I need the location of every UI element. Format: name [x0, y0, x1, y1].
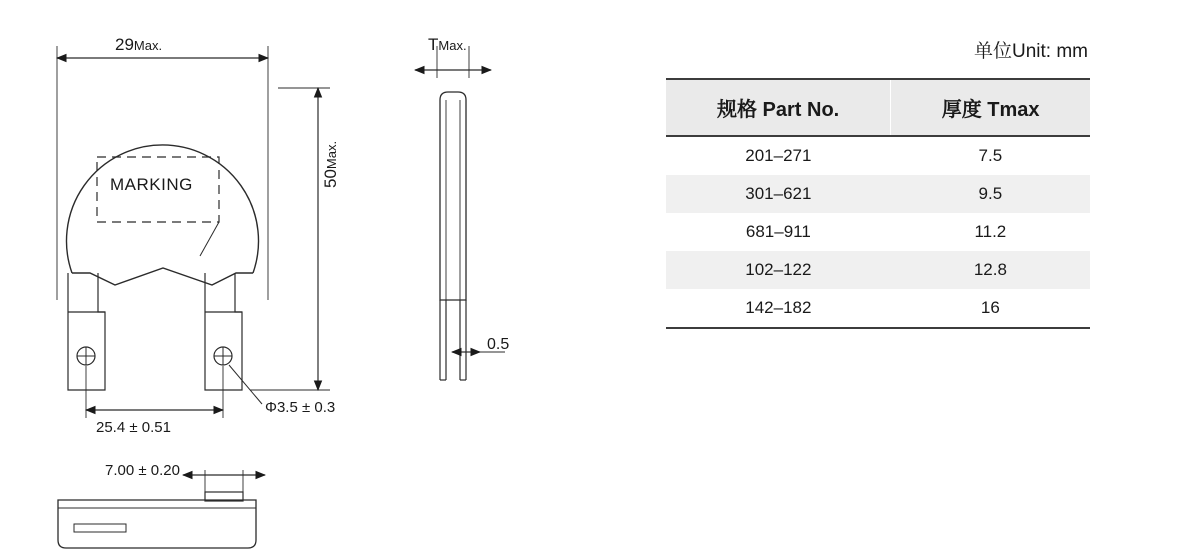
lead-spacing-dimension-label: 25.4 ± 0.51 — [96, 419, 171, 436]
cell-tmax: 12.8 — [891, 251, 1090, 289]
table-header-row — [666, 79, 1090, 136]
cell-tmax: 11.2 — [974, 222, 1007, 241]
table-row — [666, 175, 1090, 213]
cell-tmax: 7.5 — [978, 146, 1003, 165]
cell-part-no: 142–182 — [666, 289, 891, 328]
table-row — [666, 136, 1090, 175]
height-dimension-label: 50Max. — [321, 140, 340, 188]
front-view-group — [57, 46, 330, 418]
cell-part-no: 102–122 — [666, 251, 891, 289]
bottom-view-group — [58, 470, 265, 548]
lead-thickness-dimension-label: 0.5 — [487, 336, 510, 353]
unit-note: 单位Unit: mm — [973, 41, 1088, 62]
column-header-tmax: 厚度 Tmax — [891, 79, 1090, 136]
cell-part-no: 681–911 — [745, 222, 811, 241]
table-row — [666, 289, 1090, 328]
hole-diameter-dimension-label: Φ3.5 ± 0.3 — [265, 399, 336, 416]
column-header-part-no: 规格 Part No. — [666, 79, 891, 136]
marking-area-label: MARKING — [110, 175, 193, 194]
side-view-group — [415, 46, 505, 380]
cell-tmax: 9.5 — [891, 175, 1090, 213]
tab-width-dimension-label: 7.00 ± 0.20 — [105, 462, 180, 479]
width-dimension-label: 29Max. — [115, 35, 163, 54]
cell-tmax: 16 — [891, 289, 1090, 328]
thickness-dimension-label: TMax. — [428, 35, 467, 54]
cell-part-no: 201–271 — [745, 146, 812, 165]
table-row — [666, 213, 1090, 251]
table-row — [666, 251, 1090, 289]
cell-part-no: 301–621 — [666, 175, 891, 213]
thickness-spec-table — [666, 78, 1090, 329]
